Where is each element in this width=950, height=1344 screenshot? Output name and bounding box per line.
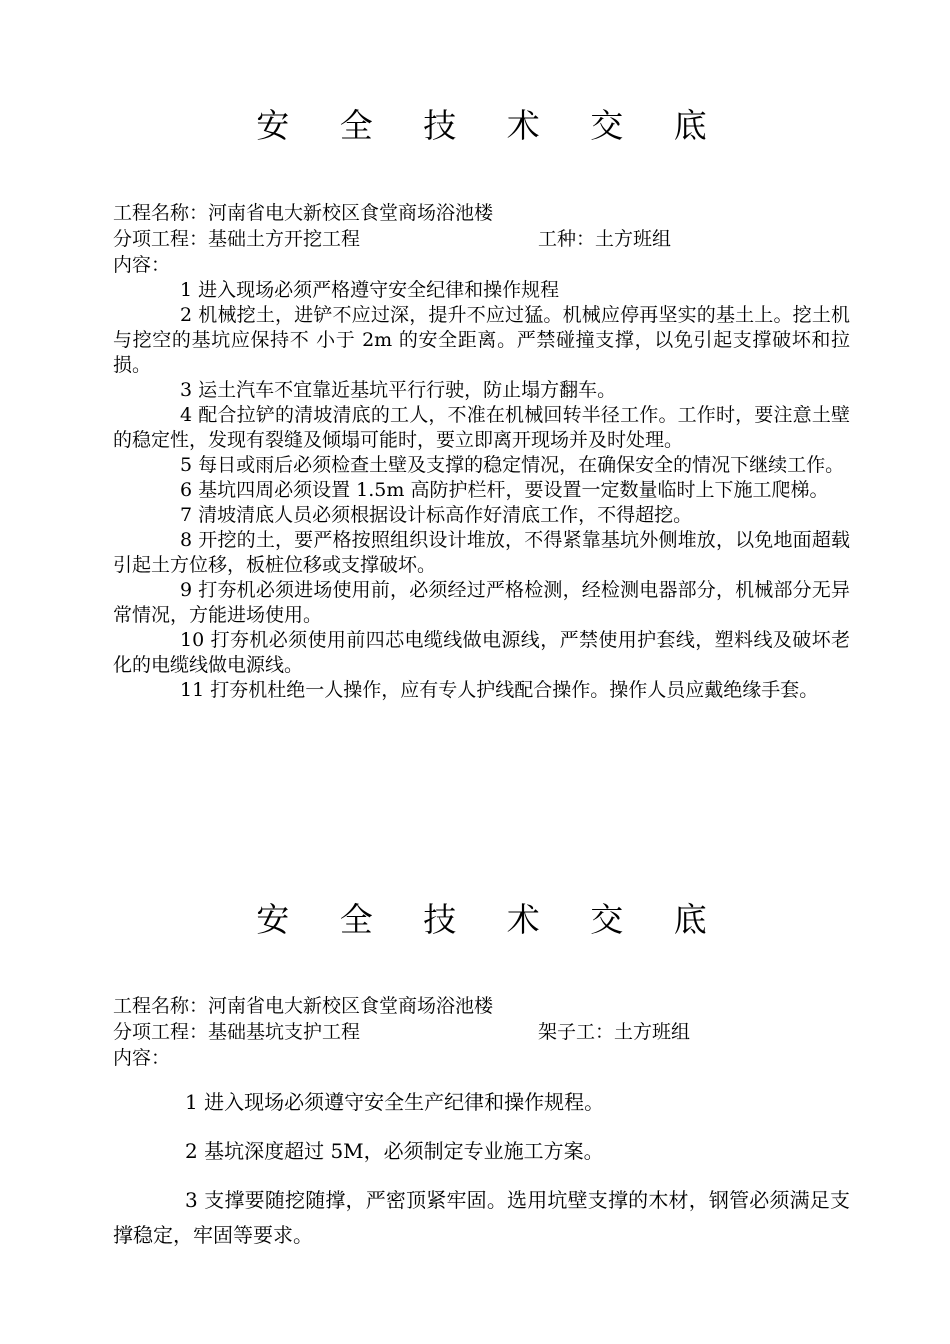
list-item: 4 配合拉铲的清坡清底的工人，不准在机械回转半径工作。工作时，要注意土壁的稳定性，发现有裂缝及倾塌可能时，要立即离开现场并及时处理。: [113, 404, 850, 451]
list-item: 10 打夯机必须使用前四芯电缆线做电源线，严禁使用护套线，塑料线及破坏老化的电缆线做电源线。: [113, 629, 850, 676]
trade-value: 土方班组: [614, 1021, 691, 1043]
content-label: 内容：: [113, 1047, 171, 1069]
project-name-value: 河南省电大新校区食堂商场浴池楼: [208, 202, 494, 224]
sub-project-value: 基础基坑支护工程: [208, 1021, 361, 1043]
project-name-line: [113, 200, 850, 226]
item-list: [113, 278, 850, 703]
project-name-label: 工程名称：: [113, 995, 209, 1017]
trade-label: 工种：: [538, 228, 596, 250]
item-list: [113, 1085, 850, 1253]
project-name-value: 河南省电大新校区食堂商场浴池楼: [208, 995, 494, 1017]
safety-briefing-section-1: [113, 104, 850, 703]
list-item: 7 清坡清底人员必须根据设计标高作好清底工作，不得超挖。: [180, 504, 693, 526]
document-title: 安 全 技 术 交 底: [256, 900, 727, 939]
list-item: 1 进入现场必须遵守安全生产纪律和操作规程。: [185, 1090, 605, 1114]
list-item: 1 进入现场必须严格遵守安全纪律和操作规程: [180, 279, 560, 301]
list-item: 11 打夯机杜绝一人操作，应有专人护线配合操作。操作人员应戴绝缘手套。: [180, 679, 819, 701]
trade-label: 架子工：: [538, 1021, 615, 1043]
sub-project-line: [113, 226, 850, 252]
project-name-line: [113, 993, 850, 1019]
sub-project-value: 基础土方开挖工程: [208, 228, 361, 250]
list-item: 8 开挖的土，要严格按照组织设计堆放，不得紧靠基坑外侧堆放，以免地面超载引起土方位移，板桩位移或支撑破坏。: [113, 529, 850, 576]
trade-field: [538, 226, 671, 252]
project-name-label: 工程名称：: [113, 202, 209, 224]
list-item: 3 运土汽车不宜靠近基坑平行行驶，防止塌方翻车。: [180, 379, 617, 401]
sub-project-label: 分项工程：: [113, 228, 209, 250]
trade-value: 土方班组: [595, 228, 672, 250]
list-item: 6 基坑四周必须设置 1.5m 高防护栏杆，要设置一定数量临时上下施工爬梯。: [180, 479, 829, 501]
list-item: 5 每日或雨后必须检查土壁及支撑的稳定情况，在确保安全的情况下继续工作。: [180, 454, 845, 476]
trade-field: [538, 1019, 690, 1045]
sub-project-label: 分项工程：: [113, 1021, 209, 1043]
header-block: [113, 993, 850, 1071]
safety-briefing-section-2: [113, 898, 850, 1267]
list-item: 2 机械挖土，进铲不应过深，提升不应过猛。机械应停再坚实的基土上。挖土机与挖空的基坑应保持不 小于 2m 的安全距离。严禁碰撞支撑，以免引起支撑破坏和拉损。: [113, 304, 850, 376]
list-item: 3 支撑要随挖随撑，严密顶紧牢固。选用坑壁支撑的木材，钢管必须满足支撑稳定，牢固等要求。: [113, 1188, 850, 1247]
list-item: 2 基坑深度超过 5M，必须制定专业施工方案。: [185, 1139, 604, 1163]
header-block: [113, 200, 850, 278]
list-item: 9 打夯机必须进场使用前，必须经过严格检测，经检测电器部分，机械部分无异常情况，方能进场使用。: [113, 579, 850, 626]
sub-project-line: [113, 1019, 850, 1045]
content-label: 内容：: [113, 254, 171, 276]
document-title: 安 全 技 术 交 底: [256, 106, 727, 145]
